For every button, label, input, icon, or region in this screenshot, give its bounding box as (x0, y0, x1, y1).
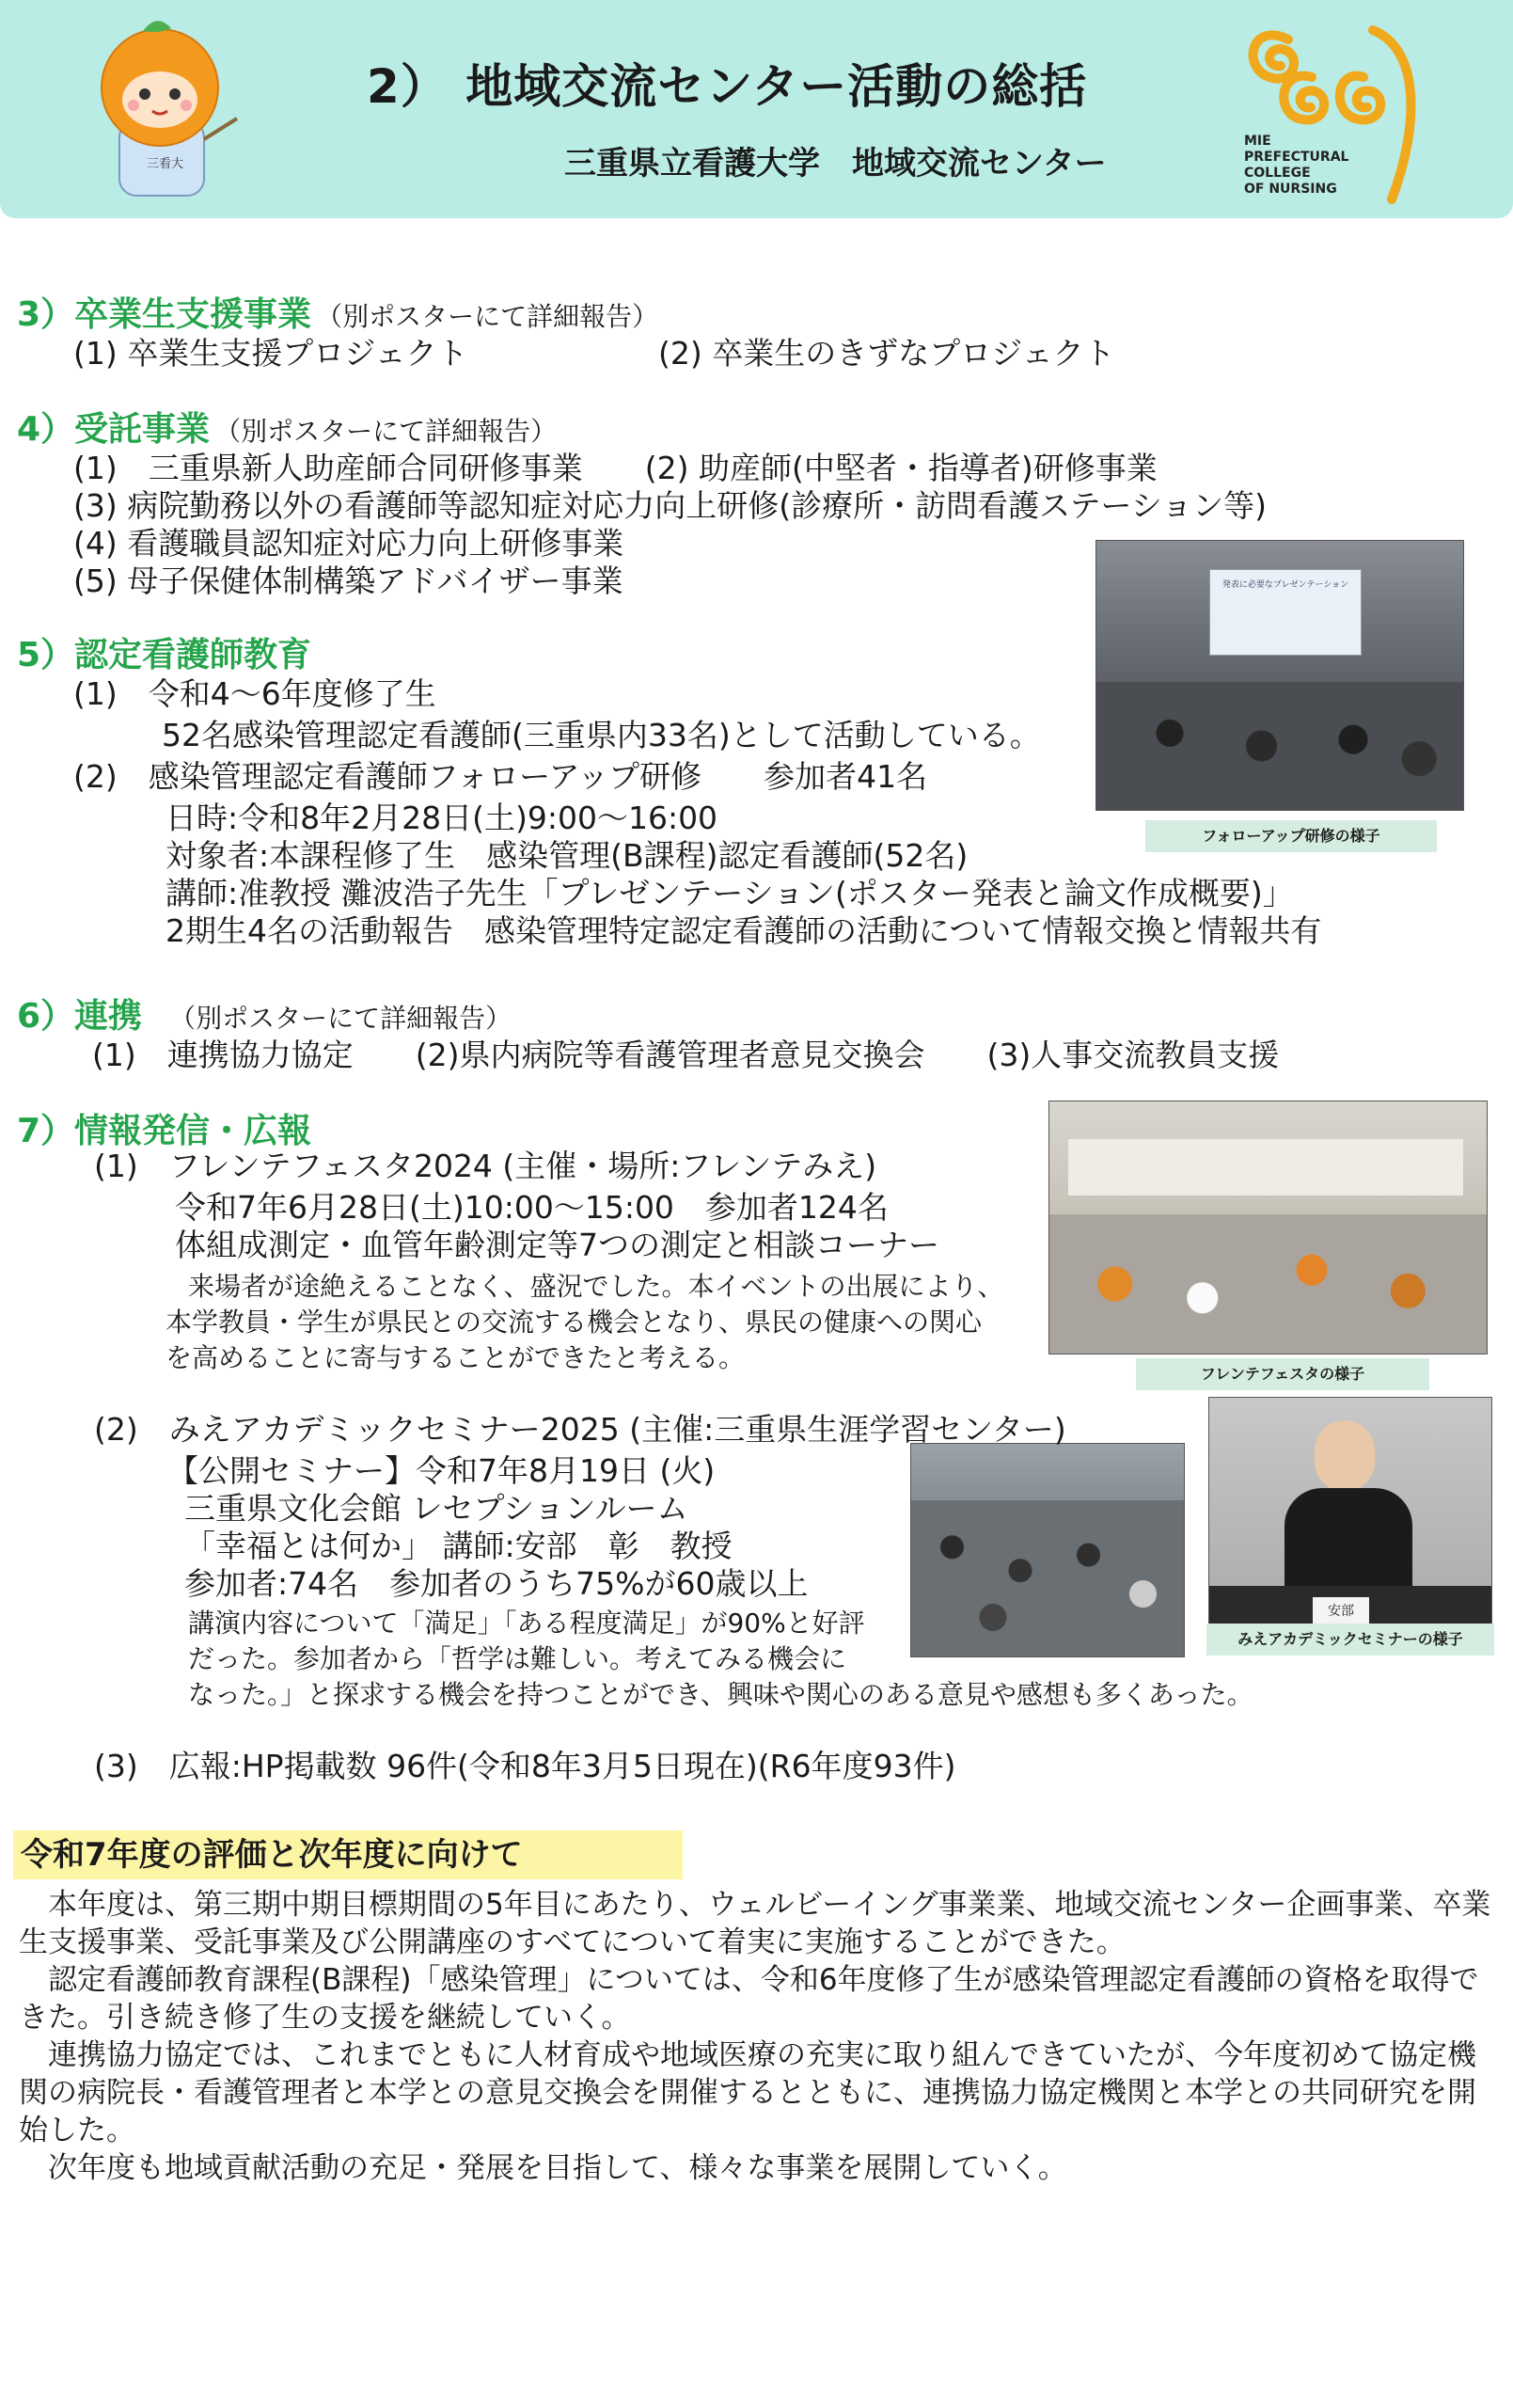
section-note: （別ポスターにて詳細報告） (214, 416, 558, 447)
list-item: (3) 広報:HP掲載数 96件(令和8年3月5日現在)(R6年度93件) (94, 1748, 956, 1784)
body-text: 来場者が途絶えることなく、盛況でした。本イベントの出展により、 (188, 1271, 1004, 1302)
evaluation-heading: 令和7年度の評価と次年度に向けて (13, 1830, 683, 1879)
paragraph: 次年度も地域貢献活動の充足・発展を目指して、様々な事業を展開していく。 (48, 2151, 1067, 2185)
list-item: (2) 感染管理認定看護師フォローアップ研修 参加者41名 (73, 758, 928, 795)
body-text: 講演内容について「満足」「ある程度満足」が90%と好評 (188, 1608, 865, 1639)
logo-wordmark: MIE PREFECTURAL COLLEGE OF NURSING (1244, 134, 1349, 197)
list-item: (1) 連携協力協定 (2)県内病院等看護管理者意見交換会 (3)人事交流教員支援 (92, 1037, 1280, 1073)
body-text: なった。」と探求する機会を持つことができ、興味や関心のある意見や感想も多くあった。 (188, 1679, 1253, 1710)
photo-caption: フォローアップ研修の様子 (1145, 820, 1437, 852)
body-text: だった。参加者から「哲学は難しい。考えてみる機会に (188, 1643, 847, 1674)
podium-nameplate: 安部 (1313, 1597, 1369, 1625)
list-item: (1) 卒業生支援プロジェクト (73, 335, 468, 372)
list-item: (3) 病院勤務以外の看護師等認知症対応力向上研修(診療所・訪問看護ステーション等) (73, 487, 1268, 524)
list-item: (2) みえアカデミックセミナー2025 (主催:三重県生涯学習センター) (94, 1411, 1066, 1448)
projector-screen: 発表に必要なプレゼンテーション (1209, 569, 1362, 656)
list-item: (2) 卒業生のきずなプロジェクト (658, 335, 1115, 372)
list-item: 参加者:74名 参加者のうち75%が60歳以上 (184, 1565, 809, 1602)
evaluation-text (19, 1886, 1495, 2187)
svg-text:三看大: 三看大 (147, 157, 184, 171)
paragraph: 認定看護師教育課程(B課程)「感染管理」については、令和6年度修了生が感染管理認定看護師の資格を取得できた。引き続き修了生の支援を継続していく。 (19, 1963, 1479, 2035)
seminar-audience-photo (910, 1443, 1185, 1657)
section-title: 3）卒業生支援事業 (17, 295, 312, 334)
list-item: 2期生4名の活動報告 感染管理特定認定看護師の活動について情報交換と情報共有 (165, 912, 1322, 949)
section-note: （別ポスターにて詳細報告） (316, 301, 659, 332)
mascot-illustration (77, 8, 246, 210)
section-note: （別ポスターにて詳細報告） (169, 1003, 512, 1034)
body-text: 本学教員・学生が県民との交流する機会となり、県民の健康への関心 (165, 1307, 983, 1338)
list-item: 対象者:本課程修了生 感染管理(B課程)認定看護師(52名) (165, 837, 969, 874)
paragraph: 連携協力協定では、これまでともに人材育成や地域医療の充実に取り組んできていたが、今年度初めて協定機関の病院長・看護管理者と本学との意見交換会を開催するとともに、連携協力協定機関と本学との共同研究を開始した。 (19, 2038, 1476, 2147)
page-subtitle: 三重県立看護大学 地域交流センター (564, 145, 1107, 182)
list-item: 体組成測定・血管年齢測定等7つの測定と相談コーナー (175, 1227, 939, 1263)
followup-training-photo (1095, 540, 1464, 811)
section-title: 4）受託事業 (17, 410, 211, 449)
page-title: 2） 地域交流センター活動の総括 (367, 59, 1088, 114)
list-item: (1) 令和4～6年度修了生 (73, 675, 436, 712)
list-item: 三重県文化会館 レセプションルーム (184, 1490, 688, 1527)
section-title: 6）連携 (17, 997, 143, 1036)
list-item: (1) 三重県新人助産師合同研修事業 (2) 助産師(中堅者・指導者)研修事業 (73, 450, 1158, 486)
list-item: (5) 母子保健体制構築アドバイザー事業 (73, 562, 623, 599)
header-banner (0, 0, 1513, 218)
list-item: (1) フレンテフェスタ2024 (主催・場所:フレンテみえ) (94, 1148, 877, 1184)
list-item: 講師:准教授 灘波浩子先生「プレゼンテーション(ポスター発表と論文作成概要)」 (165, 875, 1294, 911)
section-title: 5）認定看護師教育 (17, 636, 312, 674)
frente-festa-photo (1048, 1101, 1488, 1354)
photo-caption: フレンテフェスタの様子 (1136, 1358, 1429, 1390)
list-item: (4) 看護職員認知症対応力向上研修事業 (73, 525, 624, 562)
photo-caption: みえアカデミックセミナーの様子 (1206, 1624, 1494, 1656)
seminar-speaker-photo (1208, 1397, 1492, 1636)
list-item: 【公開セミナー】令和7年8月19日 (火) (167, 1452, 716, 1489)
list-item: 52名感染管理認定看護師(三重県内33名)として活動している。 (162, 717, 1041, 753)
list-item: 「幸福とは何か」 講師:安部 彰 教授 (184, 1528, 733, 1564)
section-title: 7）情報発信・広報 (17, 1112, 312, 1150)
body-text: を高めることに寄与することができたと考える。 (165, 1342, 746, 1373)
list-item: 令和7年6月28日(土)10:00～15:00 参加者124名 (175, 1189, 889, 1226)
paragraph: 本年度は、第三期中期目標期間の5年目にあたり、ウェルビーイング事業業、地域交流センター企画事業、卒業生支援事業、受託事業及び公開講座のすべてについて着実に実施することができた。 (19, 1888, 1491, 1959)
list-item: 日時:令和8年2月28日(土)9:00～16:00 (165, 800, 718, 836)
